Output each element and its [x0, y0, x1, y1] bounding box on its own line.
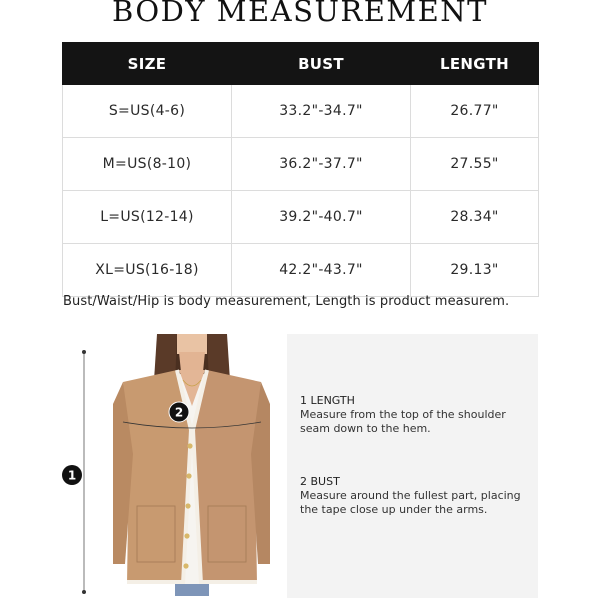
header-bust: BUST: [232, 43, 411, 85]
measurement-note: Bust/Waist/Hip is body measurement, Length is product measurem.: [63, 294, 510, 309]
cell-bust: 36.2"-37.7": [232, 138, 411, 191]
table-row: [63, 138, 539, 191]
cardigan-illustration: [113, 334, 270, 596]
header-size: SIZE: [63, 43, 232, 85]
bust-description: Measure around the fullest part, placing the tape close up under the arms.: [300, 489, 521, 516]
cell-size: L=US(12-14): [63, 191, 232, 244]
size-chart-table: [62, 42, 539, 297]
cell-size: XL=US(16-18): [63, 244, 232, 297]
cell-length: 26.77": [411, 85, 539, 138]
model-photo: [113, 334, 270, 596]
cell-length: 27.55": [411, 138, 539, 191]
table-row: [63, 85, 539, 138]
bust-marker: [168, 401, 190, 423]
length-marker-number: 1: [67, 468, 77, 483]
table-row: [63, 191, 539, 244]
cell-bust: 42.2"-43.7": [232, 244, 411, 297]
page-title: BODY MEASUREMENT: [112, 0, 488, 28]
bust-marker-number: 2: [174, 405, 184, 420]
cell-bust: 39.2"-40.7": [232, 191, 411, 244]
cell-size: M=US(8-10): [63, 138, 232, 191]
cell-bust: 33.2"-34.7": [232, 85, 411, 138]
header-length: LENGTH: [411, 43, 539, 85]
cell-size: S=US(4-6): [63, 85, 232, 138]
bust-heading: 2 BUST: [300, 475, 340, 488]
measurement-instructions: [287, 334, 538, 598]
length-heading: 1 LENGTH: [300, 394, 355, 407]
length-description: Measure from the top of the shoulder seam down to the hem.: [300, 408, 506, 435]
length-dimension-line: [62, 346, 102, 600]
table-header-row: [63, 43, 539, 85]
table-row: [63, 244, 539, 297]
cell-length: 29.13": [411, 244, 539, 297]
cell-length: 28.34": [411, 191, 539, 244]
